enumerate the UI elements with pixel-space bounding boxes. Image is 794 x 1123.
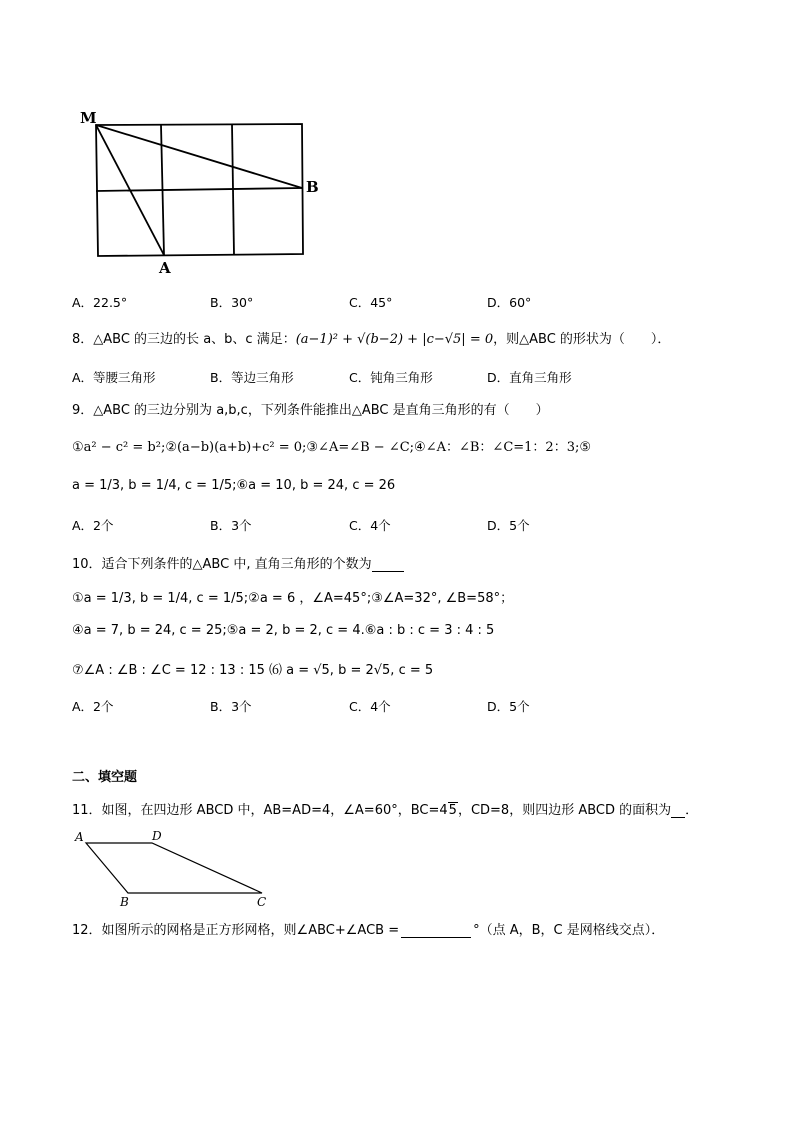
q10-option-c: C．4个	[349, 699, 391, 714]
q12-stem: 12．如图所示的网格是正方形网格，则∠ABC+∠ACB = °（点 A，B，C 是网格线交点）．	[72, 923, 665, 938]
q9-option-d: D．5个	[487, 518, 530, 533]
q7-option-b: B．30°	[210, 295, 254, 310]
q11-stem: 11．如图，在四边形 ABCD 中，AB=AD=4，∠A=60°，BC=45，CD=8，则四边形 ABCD 的面积为 ．	[72, 803, 699, 818]
q8-option-c: C．钝角三角形	[349, 370, 433, 385]
q10-option-a: A．2个	[72, 699, 114, 714]
q8-option-b: B．等边三角形	[210, 370, 294, 385]
quadrilateral-figure-q11	[72, 826, 282, 910]
q8-option-d: D．直角三角形	[487, 370, 572, 385]
q9-option-b: B．3个	[210, 518, 252, 533]
q7-option-d: D．60°	[487, 295, 532, 310]
q10-option-b: B．3个	[210, 699, 252, 714]
q10-conditions-line1: ①a = 1/3, b = 1/4, c = 1/5;②a = 6 ，∠A=45°;③∠A=32°, ∠B=58°；	[72, 591, 514, 606]
q9-conditions-line2: a = 1/3, b = 1/4, c = 1/5;⑥a = 10, b = 24, c = 26	[72, 478, 396, 493]
label-a: A	[75, 830, 84, 844]
label-b: B	[306, 178, 319, 196]
q9-option-a: A．2个	[72, 518, 114, 533]
q10-conditions-line3: ⑦∠A : ∠B : ∠C = 12 : 13 : 15 ⑹ a = √5, b = 2√5, c = 5	[72, 663, 434, 678]
q9-stem: 9．△ABC 的三边分别为 a,b,c，下列条件能推出△ABC 是直角三角形的有（ ）	[72, 403, 549, 418]
q10-answer-blank[interactable]	[372, 557, 404, 572]
q11-answer-blank[interactable]	[671, 803, 685, 818]
q10-conditions-line2: ④a = 7, b = 24, c = 25;⑤a = 2, b = 2, c = 4.⑥a : b : c = 3 : 4 : 5	[72, 623, 495, 638]
grid-figure-q7	[72, 104, 332, 280]
q10-stem: 10．适合下列条件的△ABC 中, 直角三角形的个数为	[72, 553, 404, 572]
q8-option-a: A．等腰三角形	[72, 370, 156, 385]
q8-equation: (a−1)² + √(b−2) + |c−√5| = 0	[295, 332, 494, 347]
label-a: A	[159, 259, 171, 277]
q12-answer-blank[interactable]	[401, 923, 471, 938]
section-title-fill-in: 二、填空题	[72, 770, 138, 785]
q8-stem: 8．△ABC 的三边的长 a、b、c 满足：(a−1)² + √(b−2) + |c−√5| = 0，则△ABC 的形状为（ ）．	[72, 332, 671, 347]
q11-sqrt: 5	[448, 803, 457, 818]
label-b: B	[120, 895, 129, 909]
q9-conditions-line1: ①a² − c² = b²;②(a−b)(a+b)+c² = 0;③∠A=∠B − ∠C;④∠A：∠B：∠C=1：2：3;⑤	[72, 440, 592, 455]
q7-option-a: A．22.5°	[72, 295, 128, 310]
label-c: C	[257, 895, 267, 909]
q9-option-c: C．4个	[349, 518, 391, 533]
label-m: M	[80, 109, 97, 127]
q10-option-d: D．5个	[487, 699, 530, 714]
q7-option-c: C．45°	[349, 295, 393, 310]
label-d: D	[152, 829, 162, 843]
